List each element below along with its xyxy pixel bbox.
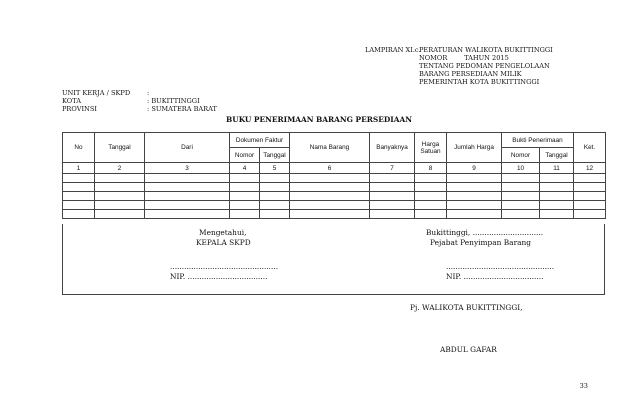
column-number: 2 xyxy=(95,163,145,174)
column-number: 5 xyxy=(260,163,290,174)
table-row xyxy=(63,183,606,192)
left-title: KEPALA SKPD xyxy=(196,238,251,247)
column-number: 3 xyxy=(145,163,230,174)
header-no: No xyxy=(63,133,95,163)
right-nip: NIP. .................................. xyxy=(446,272,544,281)
table-row xyxy=(63,192,606,201)
city-label: KOTA xyxy=(62,97,81,105)
left-nip: NIP. .................................. xyxy=(170,272,268,281)
column-number: 9 xyxy=(447,163,502,174)
header-nomor-bukti: Nomor xyxy=(502,148,540,163)
column-number: 8 xyxy=(415,163,447,174)
right-heading: Bukittinggi, .............................. xyxy=(426,228,544,237)
header-bukti-penerimaan: Bukti Penerimaan xyxy=(502,133,574,148)
header-tanggal-bukti: Tanggal xyxy=(540,148,574,163)
table-row xyxy=(63,210,606,219)
official-title: Pj. WALIKOTA BUKITTINGGI, xyxy=(410,303,523,312)
header-harga-satuan: Harga Satuan xyxy=(415,133,447,163)
decree-header xyxy=(365,46,553,86)
decree-line-3: TENTANG PEDOMAN PENGELOLAAN xyxy=(419,62,550,70)
header-tanggal: Tanggal xyxy=(95,133,145,163)
city-value: : BUKITTINGGI xyxy=(147,97,200,105)
column-number: 12 xyxy=(574,163,606,174)
attachment-label: LAMPIRAN XI.c. xyxy=(365,46,421,54)
province-label: PROVINSI xyxy=(62,105,97,113)
page-number: 33 xyxy=(579,382,588,390)
column-number: 4 xyxy=(230,163,260,174)
unit-info xyxy=(62,89,217,113)
right-signature-line: .............................................. xyxy=(446,262,555,271)
table-row xyxy=(63,201,606,210)
header-banyaknya: Banyaknya xyxy=(370,133,415,163)
right-title: Pejabat Penyimpan Barang xyxy=(430,238,532,247)
left-signature-line: .............................................. xyxy=(170,262,279,271)
column-number: 11 xyxy=(540,163,574,174)
header-jumlah-harga: Jumlah Harga xyxy=(447,133,502,163)
header-ket: Ket. xyxy=(574,133,606,163)
table-row xyxy=(63,174,606,183)
header-nama-barang: Nama Barang xyxy=(290,133,370,163)
column-number: 6 xyxy=(290,163,370,174)
left-heading: Mengetahui, xyxy=(199,228,247,237)
decree-line-4: BARANG PERSEDIAAN MILIK xyxy=(419,70,522,78)
column-number: 7 xyxy=(370,163,415,174)
receipt-ledger-table xyxy=(62,132,606,219)
province-value: : SUMATERA BARAT xyxy=(147,105,217,113)
decree-line-5: PEMERINTAH KOTA BUKITTINGGI xyxy=(419,78,540,86)
header-nomor-faktur: Nomor xyxy=(230,148,260,163)
decree-line-2: NOMOR TAHUN 2015 xyxy=(419,54,509,62)
header-dokumen-faktur: Dokumen Faktur xyxy=(230,133,290,148)
unit-label: UNIT KERJA / SKPD xyxy=(62,89,131,97)
column-number: 1 xyxy=(63,163,95,174)
document-title: BUKU PENERIMAAN BARANG PERSEDIAAN xyxy=(226,115,412,124)
header-tanggal-faktur: Tanggal xyxy=(260,148,290,163)
official-name: ABDUL GAFAR xyxy=(440,345,497,354)
column-number-row xyxy=(63,163,606,174)
header-dari: Dari xyxy=(145,133,230,163)
column-number: 10 xyxy=(502,163,540,174)
unit-value: : xyxy=(147,89,150,97)
decree-line-1: PERATURAN WALIKOTA BUKITTINGGI xyxy=(419,46,553,54)
